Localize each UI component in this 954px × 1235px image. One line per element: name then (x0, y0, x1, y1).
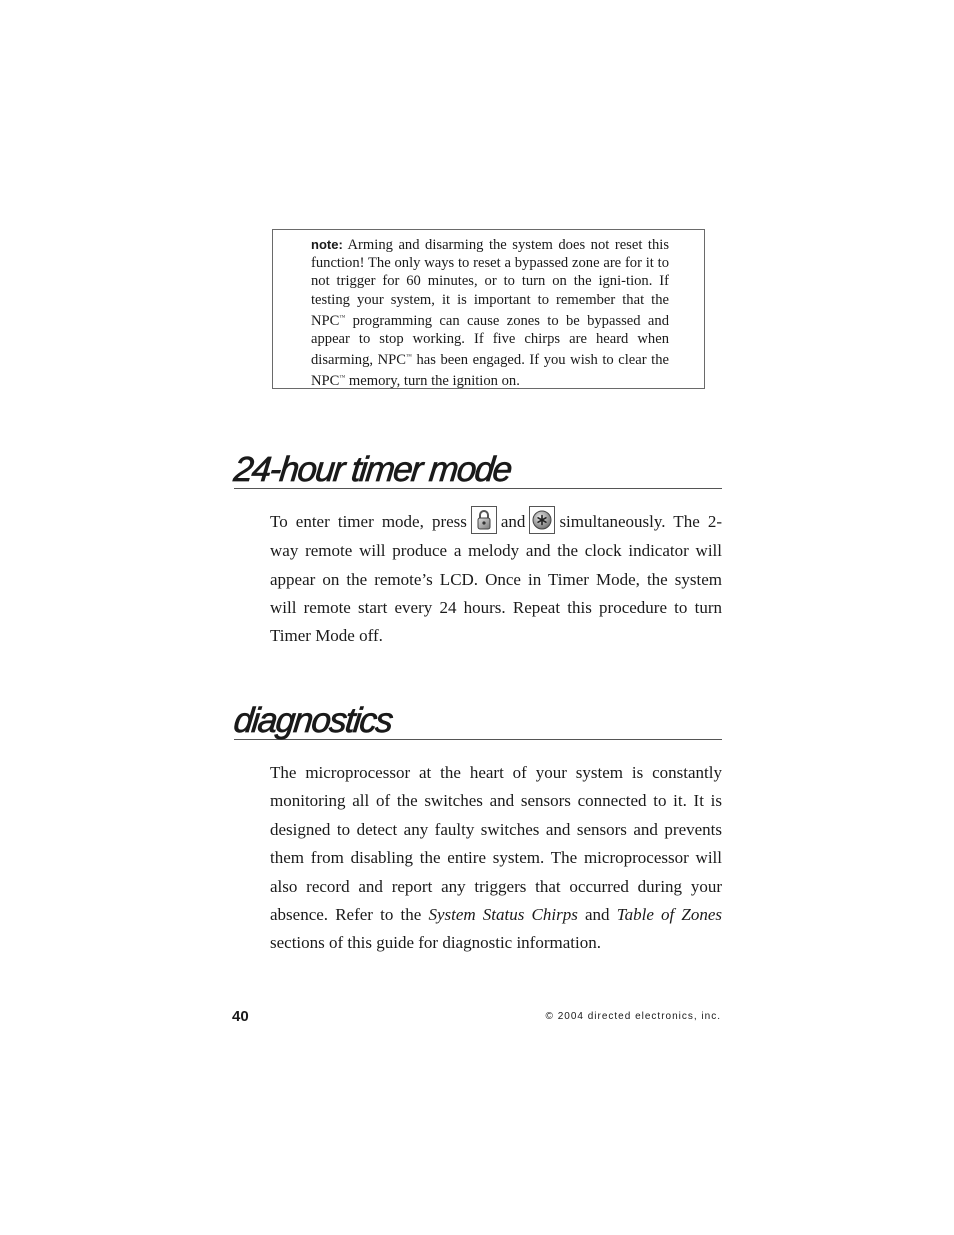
system-status-chirps-reference: System Status Chirps (428, 905, 578, 925)
asterisk-button-icon (529, 506, 555, 534)
page-number: 40 (232, 1008, 249, 1025)
section-heading-diagnostics: diagnostics (234, 703, 722, 740)
note-text: note: Arming and disarming the system does not reset this function! The only ways to reset a bypassed zone are for it to not trigger for 60 minutes, or to turn on the igni-tion. If testing your system, it is important to remember that the NPC™ programming can cause zones to be bypassed and appear to stop working. If five chirps are heard when disarming, NPC™ has been engaged. If you wish to clear the NPC™ memory, turn the ignition on. (311, 237, 669, 390)
table-of-zones-reference: Table of Zones (616, 905, 723, 925)
note-label: note: (311, 237, 343, 252)
lock-button-icon (471, 506, 497, 534)
note-box (272, 229, 705, 389)
copyright-notice: © 2004 directed electronics, inc. (545, 1011, 721, 1022)
section-heading-timer: 24-hour timer mode (234, 452, 722, 489)
timer-paragraph: To enter timer mode, press and simultaneously. The 2-way remote will produce a melody and the clock indicator will appear on the remote’s LCD. Once in Timer Mode, the system will remote start every 24 hours. Repeat this procedure to turn Timer Mode off. (270, 508, 722, 651)
diagnostics-paragraph: The microprocessor at the heart of your system is constantly monitoring all of the switches and sensors connected to it. It is designed to detect any faulty switches and sensors and prevents them from disabling the entire system. The microprocessor will also record and report any triggers that occurred during your absence. Refer to the System Status Chirps and Table of Zones sections of this guide for diagnostic information. (270, 763, 723, 953)
